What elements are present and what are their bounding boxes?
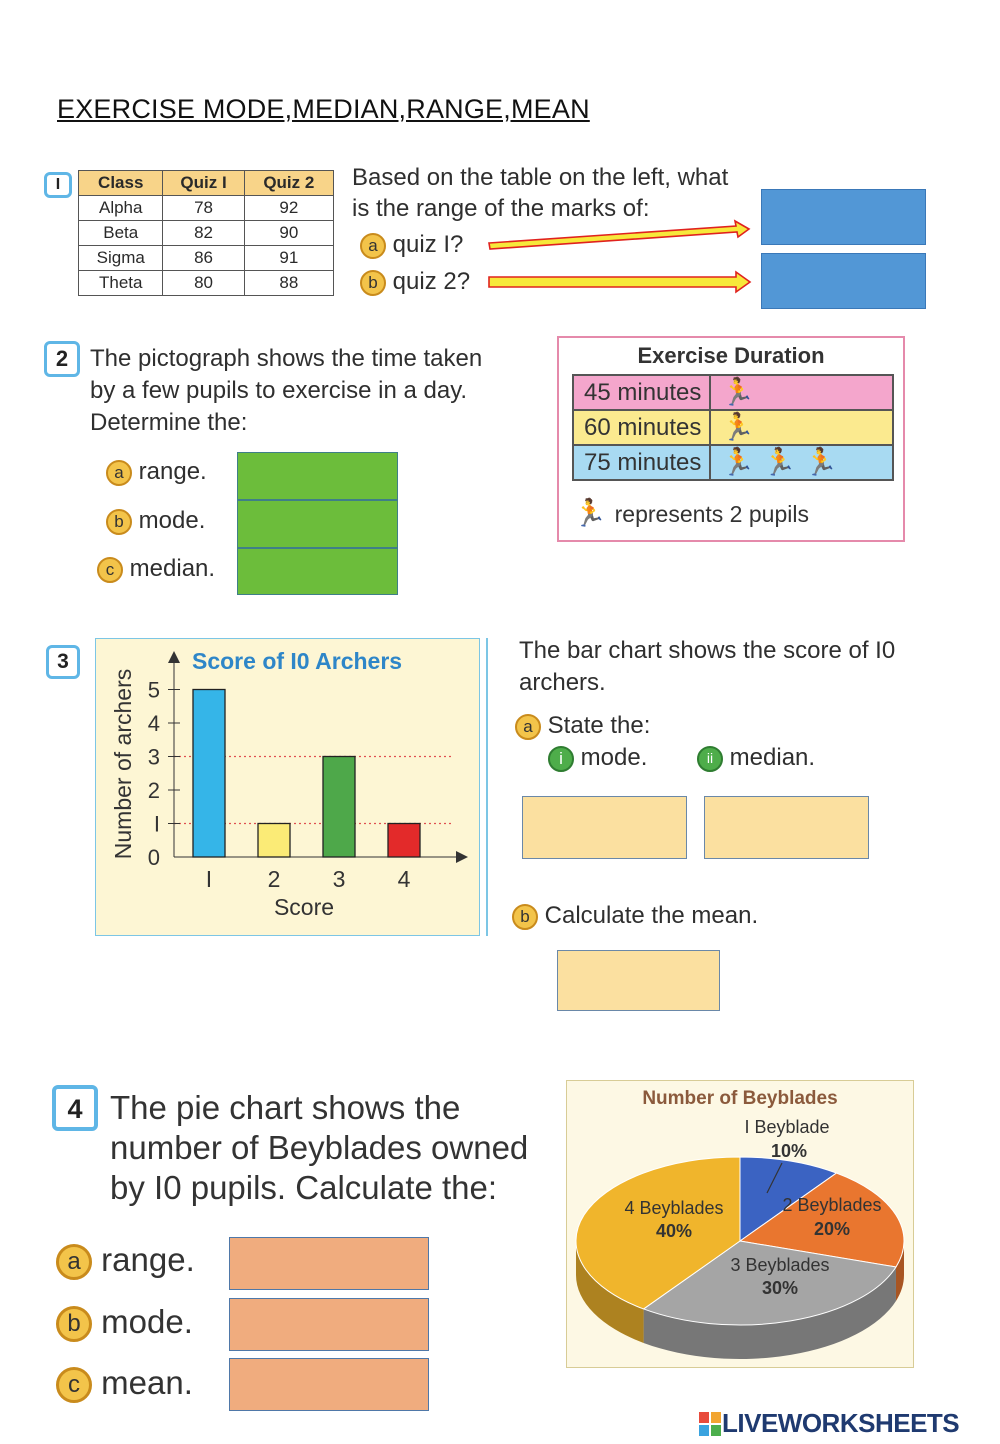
q1-part-a-text: quiz I? — [392, 231, 464, 258]
q3aii-answer-box[interactable] — [704, 796, 869, 859]
q4-part-c-text: mean. — [101, 1364, 193, 1401]
y-tick-label: 3 — [147, 744, 160, 770]
question-number-1: I — [44, 172, 72, 198]
q4c-answer-box[interactable] — [229, 1358, 429, 1411]
question-number-3: 3 — [46, 645, 80, 679]
label-b-icon: b — [56, 1306, 92, 1342]
pictograph-label: 45 minutes — [573, 375, 710, 410]
q1-part-b-text: quiz 2? — [392, 268, 471, 295]
label-a-icon: a — [56, 1244, 92, 1280]
q3-part-b — [512, 900, 758, 932]
arrow-icon — [489, 221, 749, 249]
table-cell: 92 — [244, 196, 333, 221]
table-cell: Theta — [79, 271, 163, 296]
quiz-marks-table — [78, 170, 334, 296]
divider — [486, 638, 488, 936]
table-row — [79, 271, 334, 296]
q4-line1: The pie chart shows the — [110, 1089, 461, 1126]
label-i-icon: i — [548, 746, 574, 772]
q1-arrows — [486, 216, 756, 296]
bar — [258, 824, 290, 858]
q4-part-c — [56, 1363, 193, 1403]
q3-part-a — [515, 710, 650, 742]
y-tick-label: 0 — [147, 845, 160, 870]
q2-part-a — [106, 456, 207, 488]
x-axis-label: Score — [273, 894, 335, 920]
q4-line3: by I0 pupils. Calculate the: — [110, 1169, 498, 1206]
label-b-icon: b — [512, 904, 538, 930]
bar — [323, 757, 355, 858]
bar — [193, 690, 225, 858]
y-tick-label: I — [153, 811, 160, 837]
chart-title: Score of I0 Archers — [192, 648, 403, 674]
q2b-answer-box[interactable] — [237, 500, 398, 548]
y-axis-arrow-icon — [168, 651, 180, 663]
running-person-icon: 🏃 — [573, 498, 607, 528]
pictograph-key — [573, 498, 809, 528]
label-c-icon: c — [97, 557, 123, 583]
x-tick-label: 2 — [267, 866, 281, 892]
question-number-2: 2 — [44, 341, 80, 377]
table-cell: Sigma — [79, 246, 163, 271]
running-person-icon: 🏃 — [721, 447, 755, 477]
q3-part-ii-text: median. — [729, 744, 816, 771]
q4-part-b-text: mode. — [101, 1303, 193, 1340]
pictograph-icons — [710, 375, 893, 410]
label-c-icon: c — [56, 1367, 92, 1403]
x-tick-label: 4 — [397, 866, 411, 892]
table-cell: 91 — [244, 246, 333, 271]
pie-slice-percent: 20% — [813, 1219, 851, 1239]
table-cell: 78 — [163, 196, 244, 221]
pictograph-table — [572, 374, 894, 481]
table-cell: 90 — [244, 221, 333, 246]
q2c-answer-box[interactable] — [237, 548, 398, 595]
q4-part-a — [56, 1240, 195, 1280]
y-tick-label: 5 — [147, 677, 160, 703]
q1-part-a — [360, 229, 463, 261]
q3ai-answer-box[interactable] — [522, 796, 687, 859]
pie-slice-percent: 30% — [761, 1278, 799, 1298]
label-ii-icon: ii — [697, 746, 723, 772]
q1-part-b — [360, 266, 470, 298]
q3-line2: archers. — [519, 669, 606, 696]
label-b-icon: b — [360, 270, 386, 296]
x-axis-arrow-icon — [456, 851, 468, 863]
q2a-answer-box[interactable] — [237, 452, 398, 500]
brand-text: LIVEWORKSHEETS — [722, 1408, 960, 1438]
y-tick-label: 4 — [147, 711, 160, 736]
table-row — [79, 221, 334, 246]
pie-chart-panel — [566, 1080, 914, 1368]
arrow-icon — [489, 272, 750, 292]
q3-part-ii — [697, 742, 815, 774]
pictograph-key-text: represents 2 pupils — [614, 501, 809, 527]
q2-part-b-text: mode. — [138, 507, 206, 534]
label-a-icon: a — [360, 233, 386, 259]
q1b-answer-box[interactable] — [761, 253, 926, 309]
pictograph-icons — [710, 410, 893, 445]
q2-line2: by a few pupils to exercise in a day. — [90, 377, 468, 404]
pie-chart-title: Number of Beyblades — [642, 1088, 838, 1109]
running-person-icon: 🏃 — [762, 447, 797, 477]
x-tick-label: 3 — [332, 866, 346, 892]
table-cell: 86 — [163, 246, 244, 271]
running-person-icon: 🏃 — [721, 377, 755, 407]
bar — [388, 824, 420, 858]
page-title: EXERCISE MODE,MEDIAN,RANGE,MEAN — [57, 94, 590, 124]
label-a-icon: a — [515, 714, 541, 740]
y-axis-label: Number of archers — [110, 668, 136, 860]
q4a-answer-box[interactable] — [229, 1237, 429, 1290]
pie-slice-percent: 10% — [770, 1141, 808, 1161]
pictograph-label: 75 minutes — [573, 445, 710, 480]
q4b-answer-box[interactable] — [229, 1298, 429, 1351]
pie-slice-label: 2 Beyblades — [782, 1195, 882, 1215]
pie-slice-percent: 40% — [655, 1221, 693, 1241]
table-cell: 88 — [244, 271, 333, 296]
q2-part-c-text: median. — [129, 555, 216, 582]
brand — [698, 1408, 959, 1438]
liveworksheets-logo-icon — [698, 1411, 722, 1437]
q1-prompt-line1: Based on the table on the left, what — [352, 164, 729, 191]
q3-part-i-text: mode. — [580, 744, 648, 771]
q3-line1: The bar chart shows the score of I0 — [519, 637, 896, 664]
table-row — [79, 246, 334, 271]
table-header: Class — [79, 171, 163, 196]
q4-part-b — [56, 1302, 193, 1342]
q3b-answer-box[interactable] — [557, 950, 720, 1011]
table-cell: 82 — [163, 221, 244, 246]
question-number-4: 4 — [52, 1085, 98, 1131]
pictograph-label: 60 minutes — [573, 410, 710, 445]
q2-line3: Determine the: — [90, 409, 248, 436]
q3-part-b-text: Calculate the mean. — [544, 902, 759, 929]
y-tick-label: 2 — [147, 778, 160, 803]
running-person-icon: 🏃 — [721, 412, 755, 442]
table-header: Quiz 2 — [244, 171, 333, 196]
bar-chart — [96, 639, 479, 935]
table-header: Quiz I — [163, 171, 244, 196]
table-cell: 80 — [163, 271, 244, 296]
table-header-row — [79, 171, 334, 196]
pie-slice-label: I Beyblade — [744, 1117, 830, 1137]
pictograph-panel — [557, 336, 905, 542]
q2-part-c — [97, 553, 215, 585]
q3-part-a-text: State the: — [547, 712, 651, 739]
running-person-icon: 🏃 — [804, 447, 838, 477]
pictograph-row — [573, 375, 893, 410]
q3-part-i — [548, 742, 647, 774]
pictograph-icons — [710, 445, 893, 480]
q4-line2: number of Beyblades owned — [110, 1129, 529, 1166]
q2-part-b — [106, 505, 205, 537]
q4-part-a-text: range. — [101, 1241, 195, 1278]
pictograph-row — [573, 445, 893, 480]
table-cell: Alpha — [79, 196, 163, 221]
q1a-answer-box[interactable] — [761, 189, 926, 245]
q2-part-a-text: range. — [138, 458, 207, 485]
table-cell: Beta — [79, 221, 163, 246]
pictograph-row — [573, 410, 893, 445]
pictograph-title: Exercise Duration — [637, 343, 825, 368]
pie-slice-label: 3 Beyblades — [730, 1255, 830, 1275]
q1-prompt-line2: is the range of the marks of: — [352, 195, 650, 222]
label-b-icon: b — [106, 509, 132, 535]
x-tick-label: I — [205, 866, 213, 892]
pie-chart — [567, 1081, 913, 1367]
q2-line1: The pictograph shows the time taken — [90, 345, 483, 372]
pie-slice-label: 4 Beyblades — [624, 1198, 724, 1218]
label-a-icon: a — [106, 460, 132, 486]
table-row — [79, 196, 334, 221]
bar-chart-panel — [95, 638, 480, 936]
